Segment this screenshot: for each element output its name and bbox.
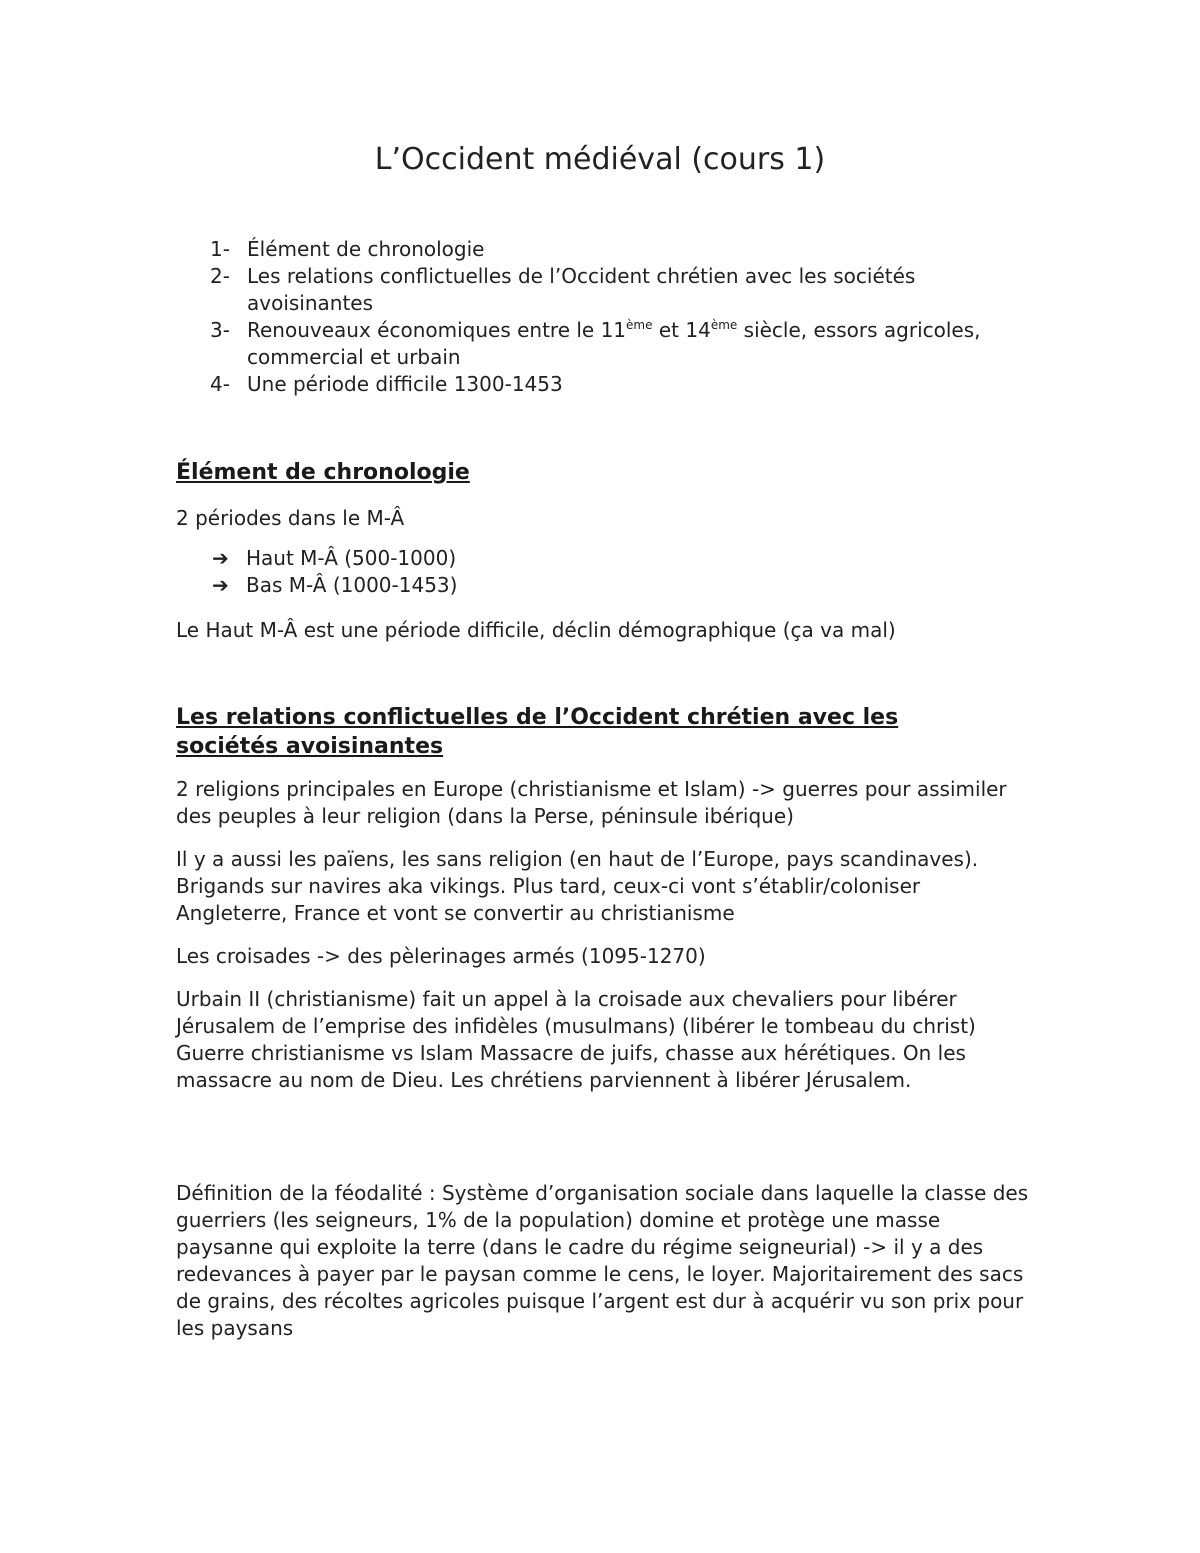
document-title: L’Occident médiéval (cours 1): [374, 142, 826, 177]
arrow-right-icon: ➔: [212, 546, 229, 570]
toc-number: 2-: [210, 264, 230, 288]
superscript: ème: [626, 318, 653, 332]
toc-item: [210, 317, 1010, 371]
toc-number: 3-: [210, 318, 230, 342]
paragraph: Il y a aussi les païens, les sans religion (en haut de l’Europe, pays scandinaves). Brigands sur navires aka vikings. Plus tard, ceux-ci vont s’établir/coloniser Angleterre, France et vont se convertir au christianisme: [176, 847, 979, 925]
toc-text: Une période difficile 1300-1453: [247, 372, 563, 396]
superscript: ème: [710, 318, 738, 332]
section-heading: Élément de chronologie: [176, 460, 470, 485]
toc-text-part: Renouveaux économiques entre le 11: [247, 318, 627, 342]
toc-text: Élément de chronologie: [247, 237, 485, 261]
paragraph: Définition de la féodalité : Système d’organisation sociale dans laquelle la classe des guerriers (les seigneurs, 1% de la population) domine et protège une masse paysanne qui exploite la terre (dans le cadre du régime seigneurial) -> il y a des redevances à payer par le paysan comme le cens, le loyer. Majoritairement des sacs de grains, des récoltes agricoles puisque l’argent est dur à acquérir vu son prix pour les paysans: [176, 1181, 1029, 1340]
arrow-list-item: [212, 545, 457, 572]
paragraph: Urbain II (christianisme) fait un appel à la croisade aux chevaliers pour libérer Jérusalem de l’emprise des infidèles (musulmans) (libérer le tombeau du christ) Guerre christianisme vs Islam Massacre de juifs, chasse aux hérétiques. On les massacre au nom de Dieu. Les chrétiens parviennent à libérer Jérusalem.: [176, 987, 976, 1092]
toc-number: 4-: [210, 372, 230, 396]
arrow-right-icon: ➔: [212, 573, 229, 597]
toc-item: [210, 371, 1010, 398]
toc-item: [210, 236, 1010, 263]
paragraph: 2 périodes dans le M-Â: [176, 506, 405, 530]
arrow-list-item: [212, 572, 457, 599]
toc-text: Les relations conflictuelles de l’Occident chrétien avec les sociétés avoisinantes: [247, 264, 916, 315]
table-of-contents: [210, 236, 1010, 398]
paragraph: Le Haut M-Â est une période difficile, déclin démographique (ça va mal): [176, 618, 896, 642]
paragraph: Les croisades -> des pèlerinages armés (1095-1270): [176, 944, 706, 968]
toc-text-part: et 14: [652, 318, 711, 342]
section-heading: Les relations conflictuelles de l’Occident chrétien avec les sociétés avoisinantes: [176, 705, 899, 759]
arrow-item-text: Bas M-Â (1000-1453): [246, 573, 458, 597]
toc-number: 1-: [210, 237, 230, 261]
paragraph: 2 religions principales en Europe (christianisme et Islam) -> guerres pour assimiler des peuples à leur religion (dans la Perse, péninsule ibérique): [176, 777, 1007, 828]
arrow-item-text: Haut M-Â (500-1000): [246, 546, 457, 570]
arrow-list: [212, 545, 457, 599]
toc-text-part: siècle, essors agricoles, commercial et urbain: [247, 318, 981, 369]
toc-item: [210, 263, 1010, 317]
